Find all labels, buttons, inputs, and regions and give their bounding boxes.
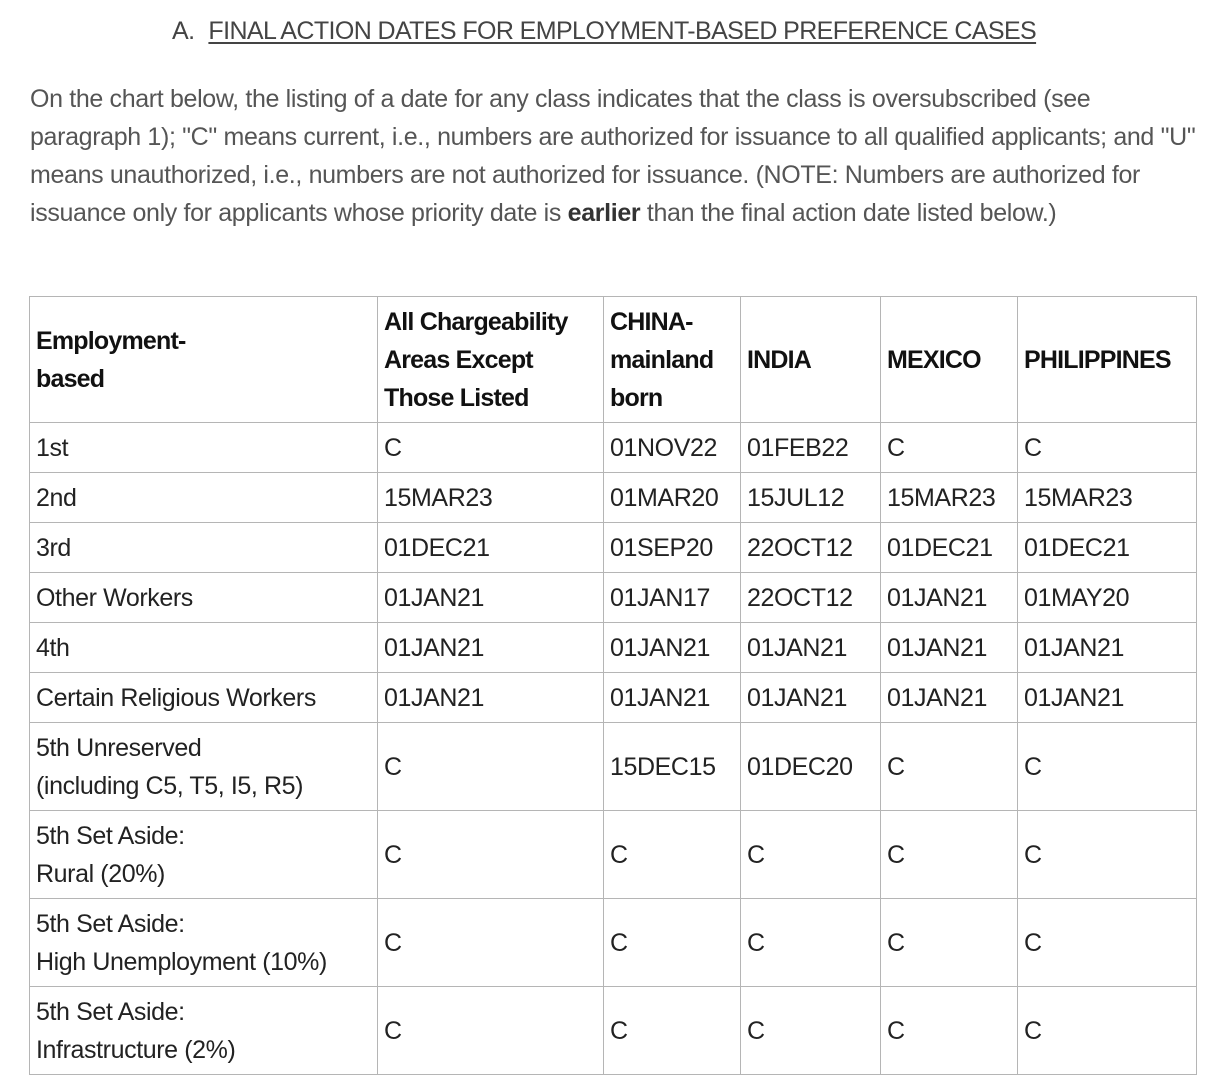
row-category xyxy=(30,623,378,673)
cell-mexico: C xyxy=(881,811,1018,899)
cell-mexico: 01JAN21 xyxy=(881,623,1018,673)
cell-mexico: C xyxy=(881,899,1018,987)
header-india: INDIA xyxy=(741,297,881,423)
row-category xyxy=(30,473,378,523)
cell-china: 01JAN21 xyxy=(604,673,741,723)
table-row xyxy=(30,623,1197,673)
cell-all: 01DEC21 xyxy=(378,523,604,573)
cell-all: 01JAN21 xyxy=(378,673,604,723)
table-row xyxy=(30,523,1197,573)
row-category xyxy=(30,523,378,573)
table-row xyxy=(30,473,1197,523)
cell-all: 15MAR23 xyxy=(378,473,604,523)
table-body xyxy=(30,423,1197,1075)
cell-china: 01MAR20 xyxy=(604,473,741,523)
row-category xyxy=(30,573,378,623)
cell-mexico: 01JAN21 xyxy=(881,673,1018,723)
row-category-line: High Unemployment (10%) xyxy=(36,947,327,976)
table-header-row xyxy=(30,297,1197,423)
cell-mexico: 15MAR23 xyxy=(881,473,1018,523)
cell-all: C xyxy=(378,811,604,899)
header-employment-based: Employment- based xyxy=(30,297,378,423)
row-category xyxy=(30,723,378,811)
header-mexico: MEXICO xyxy=(881,297,1018,423)
intro-text-part1: On the chart below, the listing of a date for any class indicates that the class is oversubscribed (see paragraph 1); "C" means current, i.e., numbers are authorized for issuance to all qualified applicants; and "U" means unauthorized, i.e., numbers are not authorized for issuance. (NOTE: Numbers are authorized for issuance only for applicants whose priority date is xyxy=(30,85,1196,227)
intro-paragraph xyxy=(30,80,1200,232)
table-row xyxy=(30,423,1197,473)
table-row xyxy=(30,899,1197,987)
cell-mexico: C xyxy=(881,423,1018,473)
cell-india: 01DEC20 xyxy=(741,723,881,811)
table-row xyxy=(30,673,1197,723)
cell-india: 22OCT12 xyxy=(741,573,881,623)
header-philippines: PHILIPPINES xyxy=(1018,297,1197,423)
cell-china: 01NOV22 xyxy=(604,423,741,473)
row-category-line: Rural (20%) xyxy=(36,859,165,888)
row-category-line: 5th Set Aside: xyxy=(36,821,185,850)
cell-india: 01JAN21 xyxy=(741,673,881,723)
cell-china: C xyxy=(604,987,741,1075)
cell-philippines: 01MAY20 xyxy=(1018,573,1197,623)
row-category xyxy=(30,899,378,987)
row-category-line: Infrastructure (2%) xyxy=(36,1035,236,1064)
cell-china: 01JAN21 xyxy=(604,623,741,673)
row-category-line: (including C5, T5, I5, R5) xyxy=(36,771,304,800)
cell-india: 01JAN21 xyxy=(741,623,881,673)
section-title: FINAL ACTION DATES FOR EMPLOYMENT-BASED PREFERENCE CASES xyxy=(208,17,1037,45)
row-category-line: 4th xyxy=(36,633,70,662)
section-letter: A. xyxy=(172,17,195,45)
table-row xyxy=(30,987,1197,1075)
cell-china: C xyxy=(604,899,741,987)
row-category-line: Certain Religious Workers xyxy=(36,683,316,712)
cell-china: 15DEC15 xyxy=(604,723,741,811)
cell-philippines: C xyxy=(1018,811,1197,899)
row-category xyxy=(30,811,378,899)
row-category-line: 3rd xyxy=(36,533,71,562)
cell-mexico: 01JAN21 xyxy=(881,573,1018,623)
cell-india: 15JUL12 xyxy=(741,473,881,523)
cell-mexico: C xyxy=(881,987,1018,1075)
cell-philippines: C xyxy=(1018,723,1197,811)
cell-china: 01JAN17 xyxy=(604,573,741,623)
cell-india: C xyxy=(741,899,881,987)
header-all-chargeability: All Chargeability Areas Except Those Listed xyxy=(378,297,604,423)
row-category-line: 5th Set Aside: xyxy=(36,909,185,938)
cell-philippines: 15MAR23 xyxy=(1018,473,1197,523)
cell-india: C xyxy=(741,811,881,899)
section-heading xyxy=(172,14,1036,48)
cell-all: 01JAN21 xyxy=(378,623,604,673)
cell-all: C xyxy=(378,899,604,987)
row-category-line: 5th Set Aside: xyxy=(36,997,185,1026)
row-category-line: 1st xyxy=(36,433,69,462)
cell-philippines: C xyxy=(1018,987,1197,1075)
cell-philippines: C xyxy=(1018,899,1197,987)
cell-philippines: 01JAN21 xyxy=(1018,623,1197,673)
row-category xyxy=(30,673,378,723)
cell-china: C xyxy=(604,811,741,899)
row-category xyxy=(30,423,378,473)
cell-all: 01JAN21 xyxy=(378,573,604,623)
intro-emphasis: earlier xyxy=(567,199,641,227)
cell-india: 01FEB22 xyxy=(741,423,881,473)
row-category-line: 5th Unreserved xyxy=(36,733,202,762)
table-row xyxy=(30,573,1197,623)
cell-mexico: C xyxy=(881,723,1018,811)
cell-china: 01SEP20 xyxy=(604,523,741,573)
cell-india: 22OCT12 xyxy=(741,523,881,573)
row-category-line: Other Workers xyxy=(36,583,193,612)
cell-india: C xyxy=(741,987,881,1075)
final-action-dates-table xyxy=(29,296,1197,1075)
header-china: CHINA- mainland born xyxy=(604,297,741,423)
row-category xyxy=(30,987,378,1075)
row-category-line: 2nd xyxy=(36,483,77,512)
cell-all: C xyxy=(378,987,604,1075)
table-row xyxy=(30,723,1197,811)
cell-philippines: C xyxy=(1018,423,1197,473)
cell-philippines: 01DEC21 xyxy=(1018,523,1197,573)
intro-text-part2: than the final action date listed below.) xyxy=(640,199,1057,227)
cell-mexico: 01DEC21 xyxy=(881,523,1018,573)
cell-philippines: 01JAN21 xyxy=(1018,673,1197,723)
cell-all: C xyxy=(378,423,604,473)
table-row xyxy=(30,811,1197,899)
cell-all: C xyxy=(378,723,604,811)
